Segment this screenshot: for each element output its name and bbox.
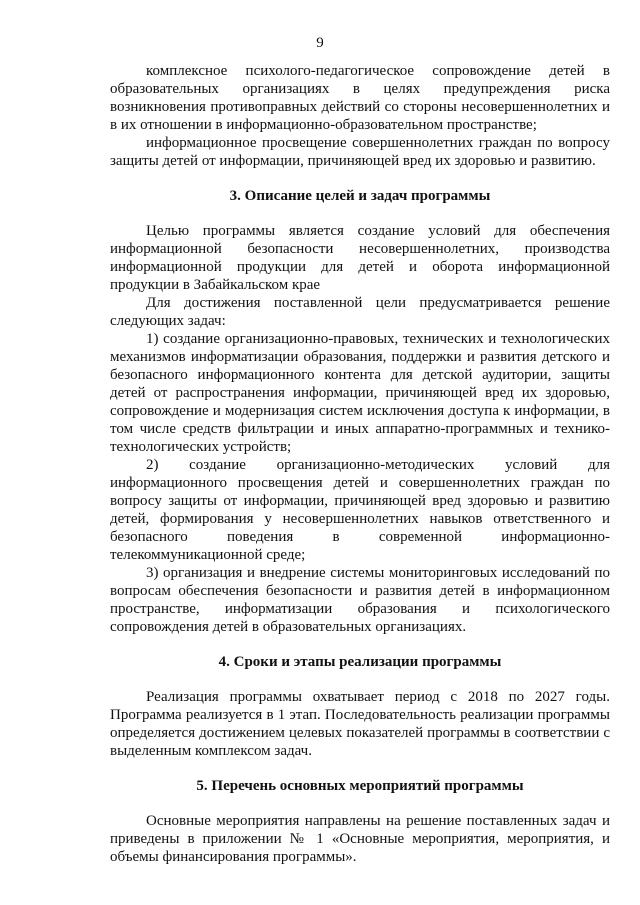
page-number: 9 xyxy=(316,35,324,51)
section-3-task-2: 2) создание организационно-методических условий для информационного просвещения детей и совершеннолетних граждан по вопросу защиты от информации, причиняющей вред здоровью и развитию детей, формирования у несовершеннолетних навыков ответственного и безопасного поведения в современной информационно-телекоммуникационной среде; xyxy=(110,457,610,563)
section-3-tasks-intro: Для достижения поставленной цели предусматривается решение следующих задач: xyxy=(110,295,610,329)
intro-paragraph-2: информационное просвещение совершеннолетних граждан по вопросу защиты детей от информации, причиняющей вред их здоровью и развитию. xyxy=(110,135,610,169)
section-4-heading: 4. Сроки и этапы реализации программы xyxy=(218,654,502,670)
intro-paragraph-1: комплексное психолого-педагогическое сопровождение детей в образовательных организациях в целях предупреждения риска возникновения противоправных действий со стороны несовершеннолетних и в их отношении в информационно-образовательном пространстве; xyxy=(110,63,610,133)
section-5-paragraph: Основные мероприятия направлены на решение поставленных задач и приведены в приложении № 1 «Основные мероприятия, мероприятия, и объемы финансирования программы». xyxy=(110,813,610,865)
section-3-goal-paragraph: Целью программы является создание условий для обеспечения информационной безопасности несовершеннолетних, производства информационной продукции для детей и оборота информационной продукции в Забайкальском крае xyxy=(110,223,610,293)
document-body xyxy=(110,62,610,866)
section-4-paragraph: Реализация программы охватывает период с 2018 по 2027 годы. Программа реализуется в 1 этап. Последовательность реализации программы определяется достижением целевых показателей программы в соответствии с выделенным комплексом задач. xyxy=(110,689,610,759)
section-3-task-3: 3) организация и внедрение системы мониторинговых исследований по вопросам обеспечения безопасности и развития детей в информационном пространстве, информатизации образования и психологического сопровождения детей в образовательных организациях. xyxy=(110,565,610,635)
section-5-heading: 5. Перечень основных мероприятий программы xyxy=(196,778,524,794)
section-3-task-1: 1) создание организационно-правовых, технических и технологических механизмов информатизации образования, поддержки и развития детского и безопасного информационного контента для детской аудитории, защиты детей от распространения информации, причиняющей вред их здоровью, сопровождение и модернизация систем исключения доступа к информации, в том числе средств фильтрации и иных аппаратно-программных и технико-технологических устройств; xyxy=(110,331,610,455)
section-3-heading: 3. Описание целей и задач программы xyxy=(229,188,491,204)
